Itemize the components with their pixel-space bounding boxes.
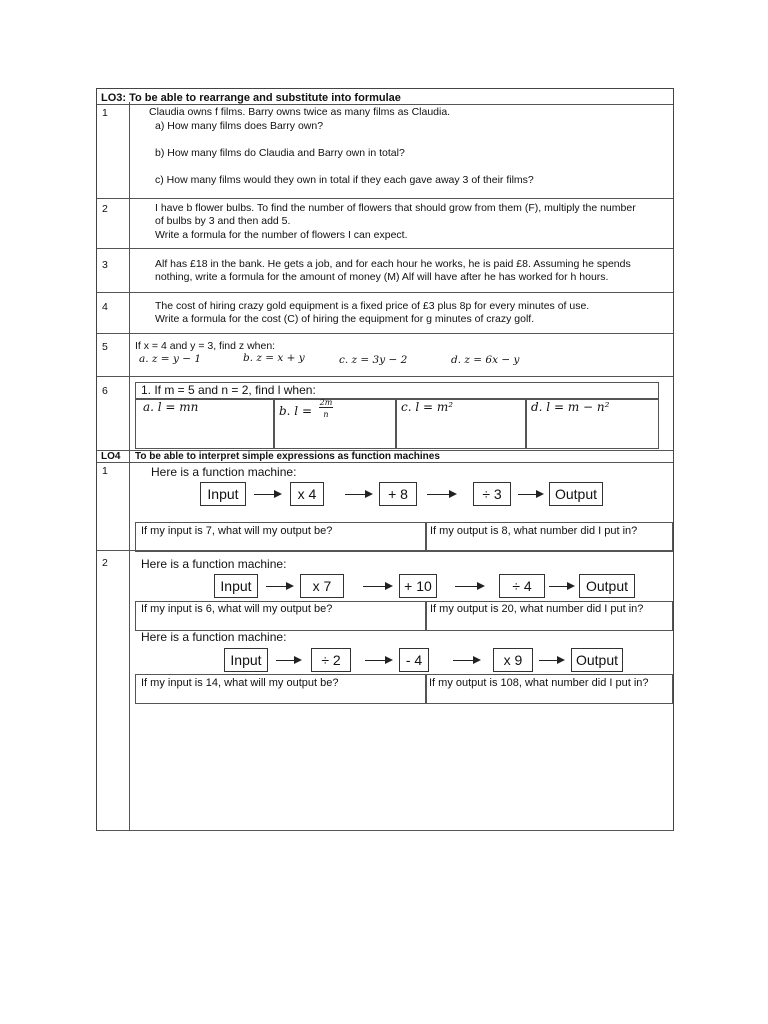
q1-part-a: a) How many films does Barry own? [155,120,324,132]
lo4-q2-m2-input-question: If my input is 14, what will my output be? [141,677,339,689]
lo3-header: LO3: To be able to rearrange and substitute into formulae [101,92,401,104]
machine1-output-box: Output [549,482,603,506]
lo4-q1-number: 1 [102,465,108,477]
arrow-icon [549,586,573,587]
worksheet [96,88,674,831]
q6-part-a: a. l = mn [143,400,199,414]
row-divider [97,292,673,293]
q6-number: 6 [102,385,108,397]
machine2-step2-box: + 10 [399,574,437,598]
machine3-step3-box: x 9 [493,648,533,672]
row-divider [97,333,673,334]
row-divider [97,104,673,105]
q3-number: 3 [102,259,108,271]
row-divider [97,550,673,551]
machine2-step1-box: x 7 [300,574,344,598]
arrow-icon [254,494,280,495]
lo4-header-code: LO4 [101,451,121,462]
q2-line3: Write a formula for the number of flowers I can expect. [155,229,408,241]
q5-part-c: c. z = 3y − 2 [339,354,408,366]
lo4-q2-m2-output-question: If my output is 108, what number did I put in? [429,677,649,689]
arrow-icon [427,494,455,495]
row-divider [97,462,673,463]
q5-number: 5 [102,341,108,353]
machine1-step1-box: x 4 [290,482,324,506]
lo4-q1-input-question: If my input is 7, what will my output be? [141,525,333,537]
arrow-icon [345,494,371,495]
arrow-icon [539,660,563,661]
q6-part-c: c. l = m² [401,400,454,414]
q1-part-c: c) How many films would they own in total if they each gave away 3 of their films? [155,174,534,186]
q4-line2: Write a formula for the cost (C) of hiring the equipment for g minutes of crazy golf. [155,313,535,325]
q4-number: 4 [102,301,108,313]
machine3-output-box: Output [571,648,623,672]
machine1-input-box: Input [200,482,246,506]
lo4-q2-m1-input-question: If my input is 6, what will my output be? [141,603,333,615]
row-divider [97,198,673,199]
arrow-icon [365,660,391,661]
machine2-step3-box: ÷ 4 [499,574,545,598]
machine1-step3-box: ÷ 3 [473,482,511,506]
q1-intro: Claudia owns f films. Barry owns twice as many films as Claudia. [149,106,451,118]
row-divider [97,248,673,249]
q2-number: 2 [102,203,108,215]
q5-intro: If x = 4 and y = 3, find z when: [135,340,276,352]
machine2-input-box: Input [214,574,258,598]
machine3-step2-box: - 4 [399,648,429,672]
lo4-q1-output-question: If my output is 8, what number did I put in? [430,525,638,537]
lo4-q2-m1-title: Here is a function machine: [141,557,287,571]
lo4-q2-m2-title: Here is a function machine: [141,630,287,644]
arrow-icon [266,586,292,587]
q5-part-d: d. z = 6x − y [451,354,520,366]
arrow-icon [276,660,300,661]
lo4-q2-m1-output-question: If my output is 20, what number did I put in? [430,603,644,615]
arrow-icon [453,660,479,661]
row-divider [97,376,673,377]
lo4-q1-title: Here is a function machine: [151,465,297,479]
arrow-icon [518,494,542,495]
lo4-q2-number: 2 [102,557,108,569]
q3-line2: nothing, write a formula for the amount of money (M) Alf will have after he has worked for h hours. [155,271,609,283]
machine3-step1-box: ÷ 2 [311,648,351,672]
q2-line1: I have b flower bulbs. To find the number of flowers that should grow from them (F), multiply the number [155,202,636,214]
number-column-divider [129,102,130,831]
machine3-input-box: Input [224,648,268,672]
machine1-step2-box: + 8 [379,482,417,506]
q6-intro: 1. If m = 5 and n = 2, find l when: [141,383,316,397]
q4-line1: The cost of hiring crazy gold equipment is a fixed price of £3 plus 8p for every minutes of use. [155,300,590,312]
q3-line1: Alf has £18 in the bank. He gets a job, and for each hour he works, he is paid £8. Assuming he spends [155,258,631,270]
q1-number: 1 [102,107,108,119]
q5-part-a: a. z = y − 1 [139,353,202,365]
q6-part-b-denominator: n [323,410,329,419]
q2-line2: of bulbs by 3 and then add 5. [155,215,291,227]
q5-part-b: b. z = x + y [243,352,305,364]
q6-part-b-label: b. l = [279,404,313,418]
top-rule [97,88,673,89]
lo4-header: To be able to interpret simple expressions as function machines [135,451,440,462]
q6-part-b-numerator: 2m [319,398,333,407]
arrow-icon [363,586,391,587]
arrow-icon [455,586,483,587]
q1-part-b: b) How many films do Claudia and Barry own in total? [155,147,405,159]
bottom-rule [97,830,673,831]
q6-part-d: d. l = m − n² [531,400,610,414]
machine2-output-box: Output [579,574,635,598]
